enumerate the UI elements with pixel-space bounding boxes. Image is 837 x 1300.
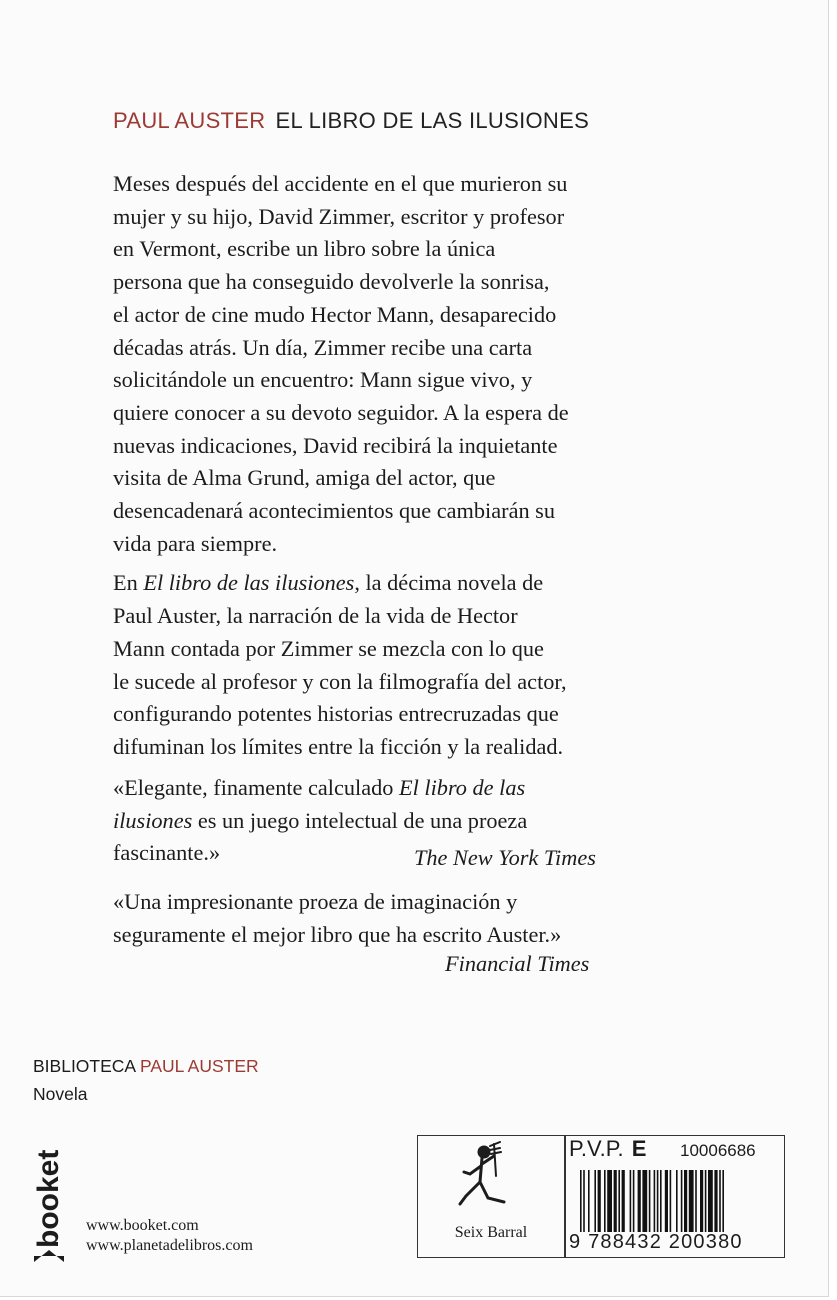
synopsis-text: , la décima novela de (354, 570, 544, 596)
quote-title-italic: ilusiones (113, 807, 193, 833)
quote-1 (113, 772, 613, 870)
barcode-bar (642, 1170, 647, 1232)
barcode-bar (708, 1170, 713, 1232)
barcode-bar (588, 1170, 590, 1232)
booket-logo-icon (28, 1128, 72, 1263)
barcode-bar (684, 1170, 687, 1232)
barcode-bar (681, 1170, 683, 1232)
synopsis-line: en Vermont, escribe un libro sobre la única (113, 236, 496, 262)
book-title-italic: El libro de las ilusiones (143, 570, 355, 596)
barcode-icon (580, 1170, 776, 1232)
quote-source: The New York Times (414, 845, 596, 870)
quote-2 (113, 886, 561, 951)
barcode-bar (622, 1170, 625, 1232)
quote-line: fascinante.» (113, 840, 221, 866)
barcode-bar (689, 1170, 694, 1232)
book-header (113, 108, 589, 134)
barcode-bar (670, 1170, 672, 1232)
synopsis-text: En (113, 570, 144, 596)
synopsis-line: Paul Auster, la narración de la vida de Hector (113, 603, 518, 629)
quote-line (113, 772, 613, 805)
barcode-bar (700, 1170, 703, 1232)
synopsis-line: persona que ha conseguido devolverle la sonrisa, (113, 269, 550, 295)
barcode-bar (583, 1170, 585, 1232)
collection-label (33, 1052, 259, 1108)
synopsis-line: el actor de cine mudo Hector Mann, desaparecido (113, 301, 557, 327)
booket-logo (28, 1128, 72, 1263)
barcode-bar (657, 1170, 659, 1232)
synopsis-line: difuminan los límites entre la ficción y la realidad. (113, 733, 564, 759)
pvp-text: P.V.P. (569, 1136, 624, 1161)
booket-logo-tab (34, 1250, 64, 1262)
barcode-bar (580, 1170, 582, 1232)
barcode-bar (594, 1170, 596, 1232)
synopsis-line: vida para siempre. (113, 530, 278, 556)
quote-line (113, 805, 613, 838)
barcode-bar (719, 1170, 721, 1232)
booket-logo-text: booket (32, 1149, 65, 1248)
barcode-bar (604, 1170, 606, 1232)
seix-barral-runner-icon (418, 1136, 564, 1226)
barcode-bar (695, 1170, 697, 1232)
author-name: PAUL AUSTER (113, 108, 266, 133)
barcode-bar (649, 1170, 651, 1232)
product-code: 10006686 (680, 1141, 756, 1160)
price-label (569, 1136, 646, 1162)
synopsis-line: Mann contada por Zimmer se mezcla con lo que (113, 635, 544, 661)
collection-name: PAUL AUSTER (139, 1056, 259, 1076)
barcode-bar (614, 1170, 617, 1232)
publisher-box (417, 1135, 565, 1258)
barcode-bar (598, 1170, 601, 1232)
synopsis-line: Meses después del accidente en el que murieron su (113, 171, 568, 196)
barcode-bar (633, 1170, 635, 1232)
synopsis-line: desencadenará acontecimientos que cambiarán su (113, 498, 556, 524)
quote-source: Financial Times (445, 951, 590, 976)
barcode-bar (607, 1170, 612, 1232)
synopsis (113, 168, 613, 764)
barcode-bar (618, 1170, 620, 1232)
url-planeta: www.planetadelibros.com (86, 1237, 253, 1254)
barcode-bar (660, 1170, 662, 1232)
quote-title-italic: El libro de las (399, 775, 526, 800)
genre-label: Novela (33, 1084, 88, 1104)
synopsis-line: solicitándole un encuentro: Mann sigue vivo, y (113, 367, 533, 393)
press-quotes (113, 772, 613, 976)
collection-line (33, 1052, 259, 1080)
synopsis-line: quiere conocer a su devoto seguidor. A la espera de (113, 399, 569, 425)
websites (86, 1216, 253, 1256)
quote-line: seguramente el mejor libro que ha escrito Auster.» (113, 921, 562, 947)
book-title: EL LIBRO DE LAS ILUSIONES (275, 108, 590, 133)
synopsis-line: le sucede al profesor y con la filmografía del actor, (113, 668, 567, 694)
synopsis-line: nuevas indicaciones, David recibirá la inquietante (113, 432, 558, 458)
synopsis-line: mujer y su hijo, David Zimmer, escritor y profesor (113, 203, 565, 229)
pvp-letter: E (631, 1136, 647, 1161)
collection-prefix: BIBLIOTECA (33, 1056, 140, 1076)
barcode-bar (676, 1170, 678, 1232)
barcode-bar (654, 1170, 656, 1232)
barcode-bar (722, 1170, 724, 1232)
url-booket: www.booket.com (86, 1217, 199, 1234)
synopsis-line: décadas atrás. Un día, Zimmer recibe una carta (113, 334, 533, 360)
barcode-bar (705, 1170, 707, 1232)
barcode-bar (638, 1170, 641, 1232)
quote-text: es un juego intelectual de una proeza (192, 807, 528, 833)
publisher-name: Seix Barral (454, 1224, 528, 1241)
barcode-bar (665, 1170, 668, 1232)
quote-text: «Elegante, finamente calculado (113, 775, 400, 800)
quote-line: «Una impresionante proeza de imaginación y (113, 889, 518, 914)
synopsis-line (113, 567, 613, 600)
synopsis-paragraph-2 (113, 567, 613, 763)
barcode-bar (714, 1170, 717, 1232)
synopsis-paragraph-1 (113, 168, 613, 560)
synopsis-line: configurando potentes historias entrecruzadas que (113, 701, 559, 727)
isbn-number: 9 788432 200380 (569, 1231, 743, 1253)
barcode-box (565, 1135, 785, 1258)
barcode-bar (630, 1170, 632, 1232)
synopsis-line: visita de Alma Grund, amiga del actor, que (113, 465, 496, 491)
